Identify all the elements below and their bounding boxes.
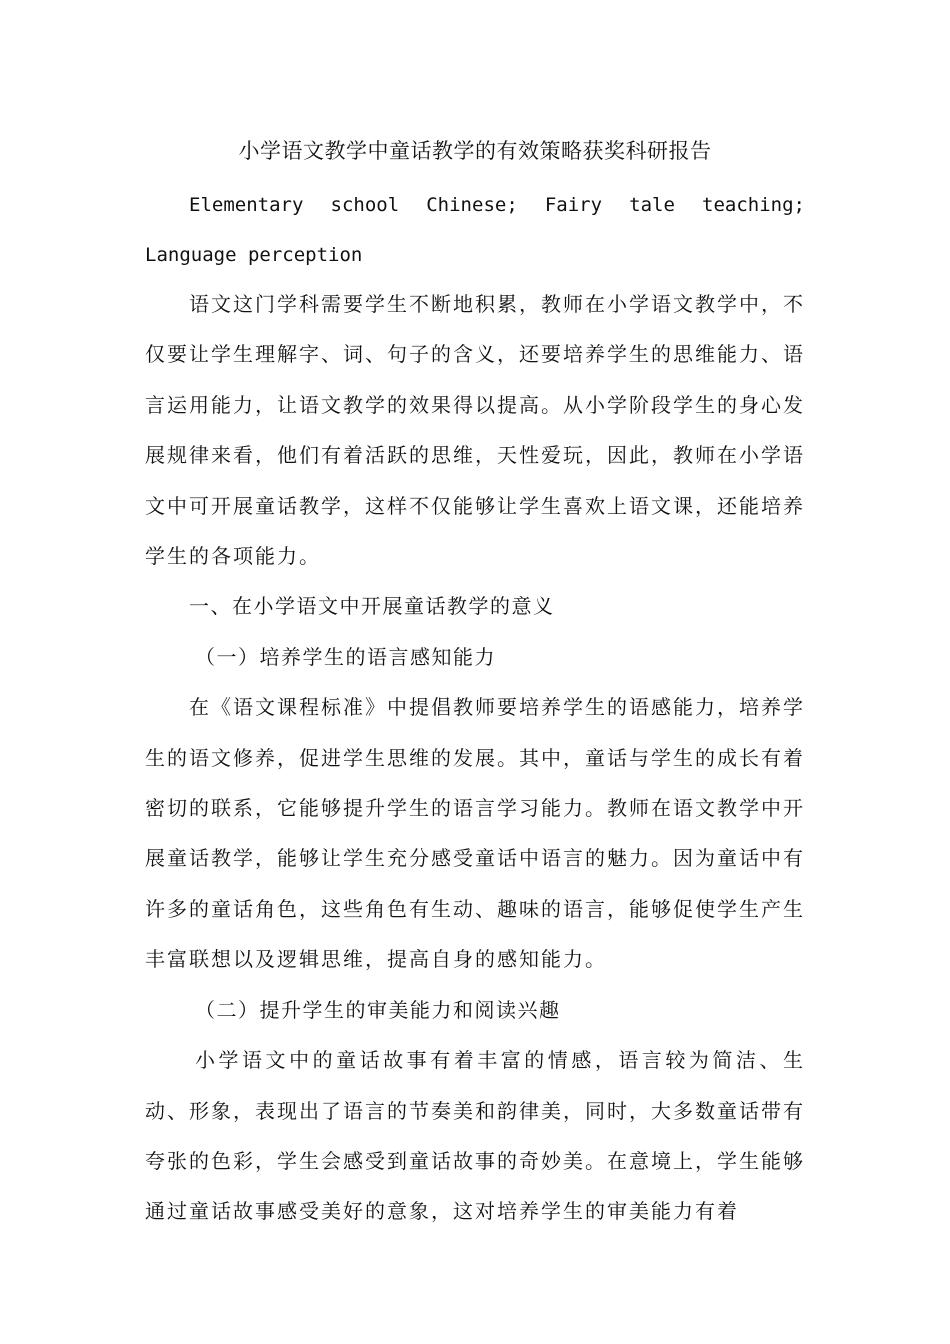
intro-paragraph: 语文这门学科需要学生不断地积累，教师在小学语文教学中，不仅要让学生理解字、词、句子的含义，还要培养学生的思维能力、语言运用能力，让语文教学的效果得以提高。从小学阶段学生的身心发展规律来看，他们有着活跃的思维，天性爱玩，因此，教师在小学语文中可开展童话教学，这样不仅能够让学生喜欢上语文课，还能培养学生的各项能力。 — [145, 292, 805, 569]
subsection-heading-1: （一）培养学生的语言感知能力 — [195, 644, 496, 669]
subsection-2-paragraph: 小学语文中的童话故事有着丰富的情感，语言较为简洁、生动、形象，表现出了语言的节奏美和韵律美，同时，大多数童话带有夸张的色彩，学生会感受到童话故事的奇妙美。在意境上，学生能够通过童话故事感受美好的意象，这对培养学生的审美能力有着 — [145, 1048, 805, 1224]
subsection-heading-2: （二）提升学生的审美能力和阅读兴趣 — [195, 997, 561, 1022]
document-body — [145, 279, 805, 1237]
document-title: 小学语文教学中童话教学的有效策略获奖科研报告 — [238, 139, 712, 163]
subsection-1-paragraph: 在《语文课程标准》中提倡教师要培养学生的语感能力，培养学生的语文修养，促进学生思维的发展。其中，童话与学生的成长有着密切的联系，它能够提升学生的语言学习能力。教师在语文教学中开展童话教学，能够让学生充分感受童话中语言的魅力。因为童话中有许多的童话角色，这些角色有生动、趣味的语言，能够促使学生产生丰富联想以及逻辑思维，提高自身的感知能力。 — [145, 695, 805, 972]
section-heading-1: 一、在小学语文中开展童话教学的意义 — [189, 594, 555, 619]
keywords-line: Elementary school Chinese; Fairy tale teaching; Language perception — [145, 194, 805, 266]
